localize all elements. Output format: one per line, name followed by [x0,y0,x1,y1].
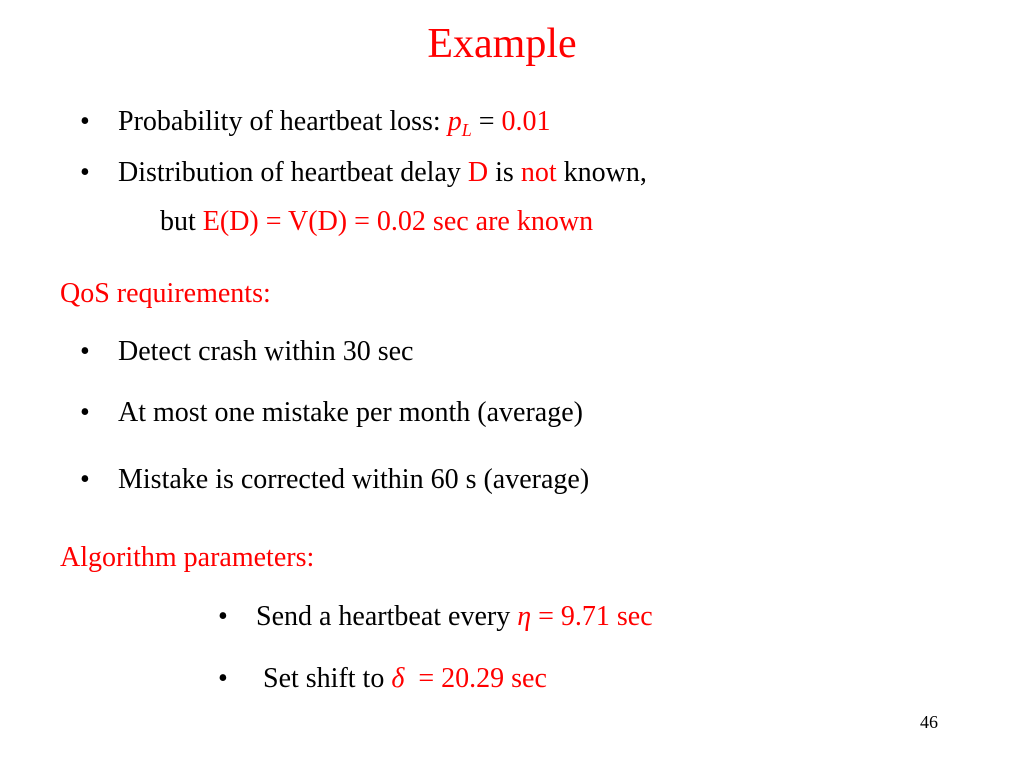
loss-subscript: L [461,120,472,140]
bullet-marker: • [80,106,90,137]
qos-heading: QoS requirements: [60,278,271,309]
loss-equals: = [471,106,502,137]
qos-item [80,334,413,370]
qos-item [80,462,589,498]
shift-value: = 20.29 sec [404,663,547,694]
slide-title: Example [427,21,577,67]
bullet-marker: • [80,157,90,188]
known-moments: E(D) = V(D) = 0.02 sec are known [202,206,594,237]
eta-symbol: η [517,601,532,632]
distribution-text-1: Distribution of heartbeat delay [118,157,468,188]
bullet-loss-probability [80,104,551,148]
loss-variable: p [447,106,462,137]
qos-item-text: Mistake is corrected within 60 s (average) [118,464,590,495]
loss-value: 0.01 [501,106,551,137]
shift-text: Set shift to [256,663,392,694]
distribution-continuation [160,204,593,240]
but-text: but [160,206,203,237]
bullet-marker: • [80,397,90,428]
heartbeat-value: = 9.71 sec [531,601,653,632]
heartbeat-interval-item [218,599,653,635]
delay-symbol: D [467,157,489,188]
page-number: 46 [920,712,938,732]
not-emphasis: not [520,157,557,188]
bullet-marker: • [218,663,228,694]
delta-symbol: δ [391,663,405,694]
bullet-marker: • [80,336,90,367]
bullet-delay-distribution [80,155,647,191]
loss-text: Probability of heartbeat loss: [118,106,448,137]
distribution-text-3: known, [556,157,647,188]
algorithm-heading: Algorithm parameters: [60,542,315,573]
qos-item [80,395,583,431]
qos-item-text: At most one mistake per month (average) [118,397,583,428]
bullet-marker: • [80,464,90,495]
bullet-marker: • [218,601,228,632]
qos-item-text: Detect crash within 30 sec [118,336,414,367]
heartbeat-text: Send a heartbeat every [256,601,518,632]
shift-item [218,661,547,697]
distribution-text-2: is [488,157,521,188]
